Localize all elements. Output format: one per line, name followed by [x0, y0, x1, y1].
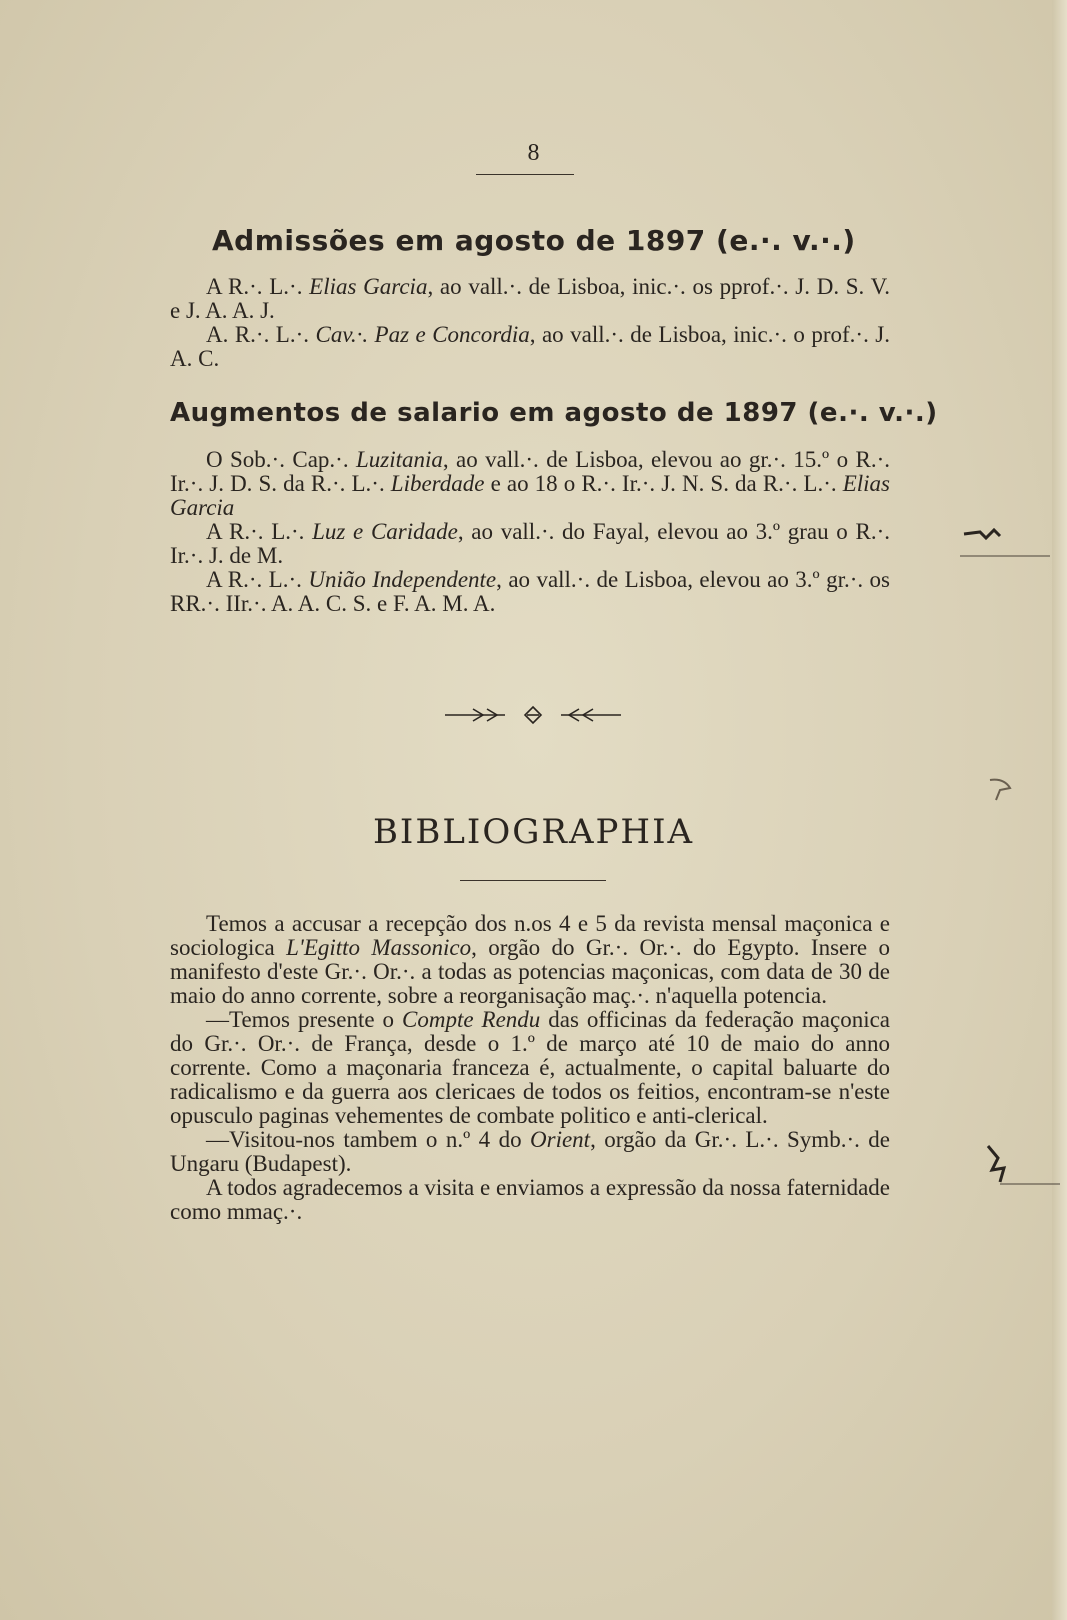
text-span: , orgão da Gr.·. L.·. Symb.·. de Ungaru (Budapest). — [170, 1127, 890, 1176]
page-tab-mark-icon — [960, 776, 1050, 816]
page-tab-mark-icon — [960, 520, 1050, 560]
page-number: 8 — [527, 140, 540, 166]
admissoes-paragraph-2 — [170, 323, 890, 371]
bibliography-text — [170, 912, 890, 1224]
journal-title: Compte Rendu — [402, 1007, 541, 1032]
text-span: A R.·. L.·. — [206, 519, 313, 544]
chapter-name: Luzitania — [355, 447, 443, 472]
lodge-name: Cav.·. Paz e Concordia — [315, 322, 530, 347]
text-span: A R.·. L.·. — [206, 274, 310, 299]
journal-title: Orient — [530, 1127, 591, 1152]
journal-title: L'Egitto Massonico — [286, 935, 472, 960]
augmentos-paragraph-2 — [170, 520, 890, 568]
bibliography-paragraph-1 — [170, 912, 890, 1008]
ornament-divider-icon — [443, 704, 623, 726]
augmentos-paragraph-3 — [170, 568, 890, 616]
page-number-rule — [476, 174, 574, 175]
bibliography-rule — [460, 880, 606, 881]
text-span: , ao vall.·. de Lisboa, elevou ao gr.·. 15.º o R.·. Ir.·. J. D. S. da R.·. L.·. — [170, 447, 890, 496]
page-edge — [1052, 0, 1067, 1620]
bibliography-title: BIBLIOGRAPHIA — [372, 812, 695, 852]
section-heading-augmentos: Augmentos de salario em agosto de 1897 (e.·. v.·.) — [170, 398, 938, 428]
text-span: das officinas da federação maçonica do Gr.·. Or.·. de França, desde o 1.º de março até 10 de maio do anno corrente. Como a maçonaria franceza é, actualmente, o capital baluarte do radicalismo e da guerra aos clericaes de todos os feitios, encontram-se n'este opusculo paginas vehementes de combate politico e anti-clerical. — [170, 1007, 890, 1128]
text-span: O Sob.·. Cap.·. — [206, 447, 356, 472]
bibliography-paragraph-3 — [170, 1128, 890, 1176]
section-heading-admissoes: Admissões em agosto de 1897 (e.·. v.·.) — [212, 224, 856, 257]
text-span: Temos a accusar a recepção dos n.os 4 e 5 da revista mensal maçonica e sociologica — [170, 911, 890, 960]
text-span: e ao 18 o R.·. Ir.·. J. N. S. da R.·. L.·. — [484, 471, 843, 496]
text-span: , orgão do Gr.·. Or.·. do Egypto. Insere o manifesto d'este Gr.·. Or.·. a todas as potencias maçonicas, com data de 30 de maio do anno corrente, sobre a reorganisação maç.·. n'aquella potencia. — [170, 935, 890, 1008]
augmentos-text — [170, 448, 890, 616]
lodge-name: Luz e Caridade — [312, 519, 458, 544]
augmentos-paragraph-1 — [170, 448, 890, 520]
admissoes-text — [170, 275, 890, 371]
bibliography-paragraph-4: A todos agradecemos a visita e enviamos a expressão da nossa faternidade como mmaç.·. — [170, 1175, 891, 1224]
lodge-name: União Independente — [308, 567, 497, 592]
text-span: —Temos presente o — [206, 1007, 403, 1032]
lodge-name: Liberdade — [390, 471, 485, 496]
bibliography-paragraph-2 — [170, 1008, 890, 1128]
page-tab-mark-icon — [970, 1138, 1060, 1188]
lodge-name: Elias Garcia — [170, 471, 890, 520]
text-span: A. R.·. L.·. — [206, 322, 316, 347]
admissoes-paragraph-1 — [170, 275, 890, 323]
text-span: , ao vall.·. do Fayal, elevou ao 3.º grau o R.·. Ir.·. J. de M. — [170, 519, 890, 568]
lodge-name: Elias Garcia — [309, 274, 428, 299]
text-span: , ao vall.·. de Lisboa, elevou ao 3.º gr.·. os RR.·. IIr.·. A. A. C. S. e F. A. M. A. — [170, 567, 890, 616]
text-span: , ao vall.·. de Lisboa, inic.·. o prof.·. J. A. C. — [170, 322, 890, 371]
text-span: , ao vall.·. de Lisboa, inic.·. os pprof.·. J. D. S. V. e J. A. A. J. — [170, 274, 890, 323]
text-span: —Visitou-nos tambem o n.º 4 do — [206, 1127, 531, 1152]
text-span: A R.·. L.·. — [206, 567, 309, 592]
